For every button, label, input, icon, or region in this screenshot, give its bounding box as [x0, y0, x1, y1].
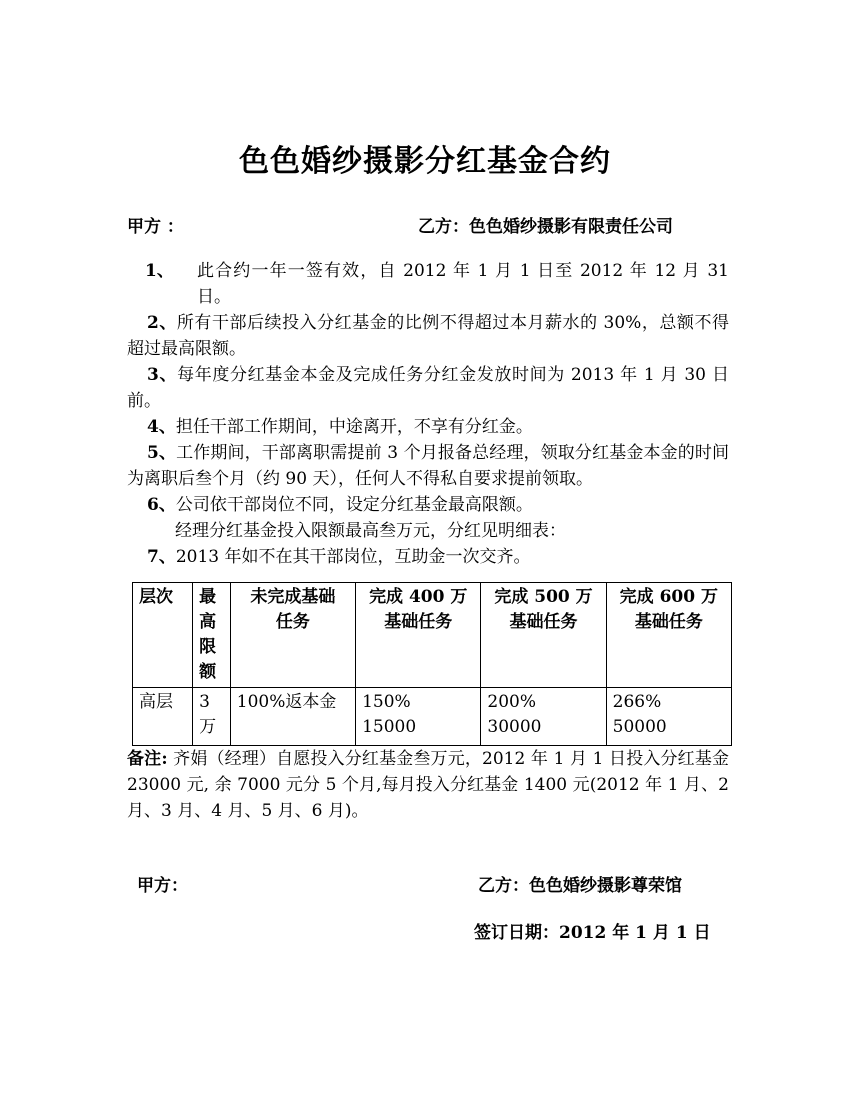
- clause-5: [127, 440, 729, 492]
- cell-complete-500: [481, 688, 606, 746]
- cell-line: 30000: [487, 717, 542, 737]
- clause-number: 3、: [147, 365, 178, 385]
- clause-3: [127, 362, 729, 414]
- table-header-row: [133, 583, 732, 688]
- cell-level: 高层: [133, 688, 193, 746]
- header-level: 层次: [133, 583, 193, 688]
- header-max-char: 限: [199, 637, 217, 657]
- remark: [127, 746, 729, 824]
- document-title: 色色婚纱摄影分红基金合约: [239, 144, 611, 179]
- clause-text: 经理分红基金投入限额最高叁万元，分红见明细表：: [175, 521, 566, 541]
- clause-number: 1、: [145, 261, 174, 281]
- party-a-label: 甲方 ：: [127, 217, 184, 237]
- cell-complete-600: [606, 688, 731, 746]
- header-complete-500: [481, 583, 606, 688]
- cell-line: 3: [199, 692, 210, 712]
- dividend-table: [132, 582, 732, 746]
- header-line: 完成 600 万: [619, 587, 718, 607]
- clause-list: [127, 258, 729, 570]
- cell-line: 15000: [362, 717, 417, 737]
- clause-text: 此合约一年一签有效，自 2012 年 1 月 1 日至 2012 年 12 月 31 日。: [197, 261, 729, 307]
- header-max-char: 额: [199, 662, 217, 682]
- header-line: 完成 500 万: [494, 587, 593, 607]
- header-max-limit: [193, 583, 231, 688]
- cell-line: 万: [199, 717, 217, 737]
- clause-number: 7、: [147, 547, 176, 567]
- signing-date: 签订日期：2012 年 1 月 1 日: [474, 923, 711, 943]
- remark-text: 齐娟（经理）自愿投入分红基金叁万元，2012 年 1 月 1 日投入分红基金 23000 元, 余 7000 元分 5 个月,每月投入分红基金 1400 元(2012 年 1 月、2 月、3 月、4 月、5 月、6 月)。: [127, 749, 730, 821]
- signature-party-a: 甲方：: [137, 876, 188, 896]
- cell-line: 150%: [362, 692, 411, 712]
- cell-line: 266%: [612, 692, 662, 712]
- clause-text: 所有干部后续投入分红基金的比例不得超过本月薪水的 30%，总额不得超过最高限额。: [127, 313, 729, 359]
- header-line: 基础任务: [384, 612, 453, 632]
- clause-number: 4、: [147, 417, 176, 437]
- clause-number: 5、: [147, 443, 177, 463]
- clause-7: [127, 544, 729, 570]
- cell-line: 50000: [612, 717, 667, 737]
- clause-6-detail: [127, 518, 729, 544]
- header-line: 任务: [275, 612, 310, 632]
- clause-text: 担任干部工作期间，中途离开，不享有分红金。: [175, 417, 533, 437]
- header-complete-600: [606, 583, 731, 688]
- party-b-label: 乙方：色色婚纱摄影有限责任公司: [418, 217, 673, 237]
- signature-party-b: 乙方：色色婚纱摄影尊荣馆: [478, 876, 682, 896]
- clause-text: 每年度分红基金本金及完成任务分红金发放时间为 2013 年 1 月 30 日前。: [127, 365, 729, 411]
- header-line: 完成 400 万: [369, 587, 468, 607]
- header-line: 基础任务: [634, 612, 703, 632]
- clause-text: 工作期间，干部离职需提前 3 个月报备总经理，领取分红基金本金的时间为离职后叁个月（约 90 天），任何人不得私自要求提前领取。: [127, 443, 729, 489]
- header-complete-400: [356, 583, 481, 688]
- remark-label: 备注: [127, 749, 162, 769]
- clause-2: [127, 310, 729, 362]
- cell-not-completed: 100%返本金: [230, 688, 355, 746]
- cell-complete-400: [356, 688, 481, 746]
- header-not-completed: [230, 583, 355, 688]
- cell-line: 200%: [487, 692, 536, 712]
- header-max-char: 最: [199, 587, 217, 607]
- clause-1: [127, 258, 729, 310]
- clause-text: 公司依干部岗位不同，设定分红基金最高限额。: [175, 495, 533, 515]
- header-line: 基础任务: [509, 612, 578, 632]
- clause-number: 6、: [147, 495, 176, 515]
- remark-colon: :: [161, 749, 168, 769]
- header-line: 未完成基础: [250, 587, 336, 607]
- clause-text: 2013 年如不在其干部岗位，互助金一次交齐。: [175, 547, 531, 567]
- clause-number: 2、: [147, 313, 177, 333]
- cell-max-limit: [193, 688, 231, 746]
- clause-4: [127, 414, 729, 440]
- clause-6: [127, 492, 729, 518]
- header-max-char: 高: [199, 612, 217, 632]
- table-row: [133, 688, 732, 746]
